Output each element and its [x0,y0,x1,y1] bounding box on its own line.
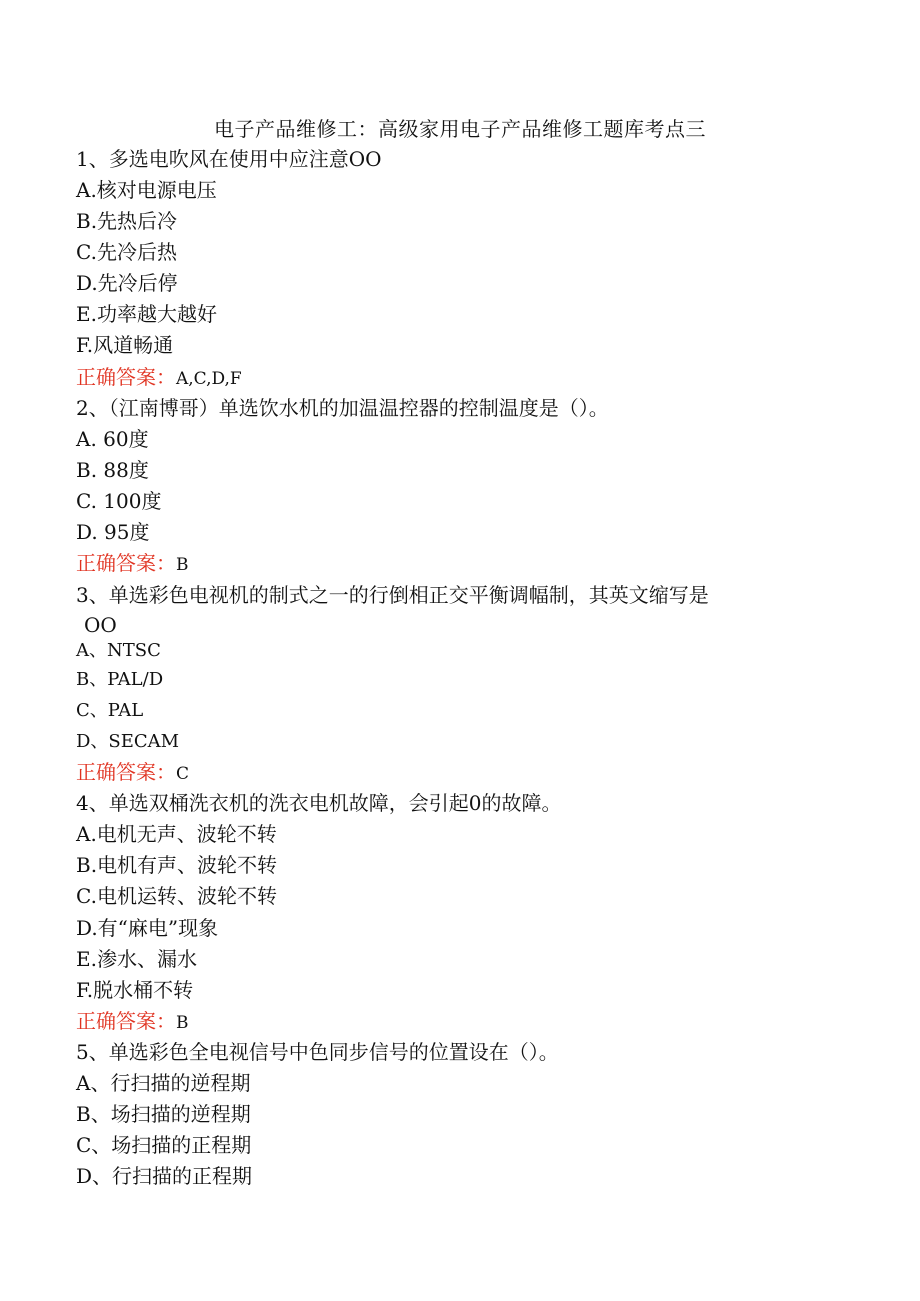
question-1-option-f: F.风道畅通 [76,333,174,357]
question-5-option-c: C、场扫描的正程期 [76,1133,252,1157]
question-5-stem: 5、单选彩色全电视信号中色同步信号的位置设在（）。 [76,1040,559,1064]
question-2-stem: 2、（江南博哥）单选饮水机的加温温控器的控制温度是（）。 [76,396,609,420]
question-2-option-a: A. 60度 [76,427,149,451]
question-3-answer [76,757,189,789]
question-3-option-b: B、PAL/D [76,669,164,690]
answer-label: 正确答案： [76,551,176,575]
answer-label: 正确答案： [76,365,176,389]
question-5-option-b: B、场扫描的逆程期 [76,1102,251,1126]
question-4-option-c: C.电机运转、波轮不转 [76,884,277,908]
question-3-stem-line-1: 3、单选彩色电视机的制式之一的行倒相正交平衡调幅制，其英文缩写是 [76,583,709,607]
question-1-option-c: C.先冷后热 [76,240,177,264]
question-1-option-d: D.先冷后停 [76,271,178,295]
question-1-stem: 1、多选电吹风在使用中应注意OO [76,147,382,171]
question-2-option-d: D. 95度 [76,520,150,544]
question-3-option-a: A、NTSC [76,640,161,661]
question-4-option-f: F.脱水桶不转 [76,978,194,1002]
question-3-option-c: C、PAL [76,700,144,721]
question-4-option-b: B.电机有声、波轮不转 [76,853,278,877]
question-4-option-a: A.电机无声、波轮不转 [76,822,277,846]
answer-value: B [176,555,189,575]
question-3-option-d: D、SECAM [76,731,180,752]
answer-value: A,C,D,F [176,369,242,389]
answer-value: B [176,1013,189,1033]
question-2-option-c: C. 100度 [76,489,162,513]
question-1-option-b: B.先热后冷 [76,209,178,233]
question-1-option-e: E.功率越大越好 [76,302,217,326]
document-title: 电子产品维修工：高级家用电子产品维修工题库考点三 [214,117,706,141]
question-4-option-d: D.有“麻电”现象 [76,916,219,940]
question-3-stem-line-2: OO [84,613,117,637]
question-4-answer [76,1006,189,1038]
question-2-option-b: B. 88度 [76,458,149,482]
question-1-option-a: A.核对电源电压 [76,178,217,202]
answer-label: 正确答案： [76,1009,176,1033]
answer-label: 正确答案： [76,760,176,784]
question-4-stem: 4、单选双桶洗衣机的洗衣电机故障，会引起0的故障。 [76,791,562,815]
answer-value: C [176,764,190,784]
question-5-option-a: A、行扫描的逆程期 [76,1071,251,1095]
question-5-option-d: D、行扫描的正程期 [76,1164,253,1188]
question-2-answer [76,548,189,580]
question-1-answer [76,362,242,394]
question-4-option-e: E.渗水、漏水 [76,947,197,971]
